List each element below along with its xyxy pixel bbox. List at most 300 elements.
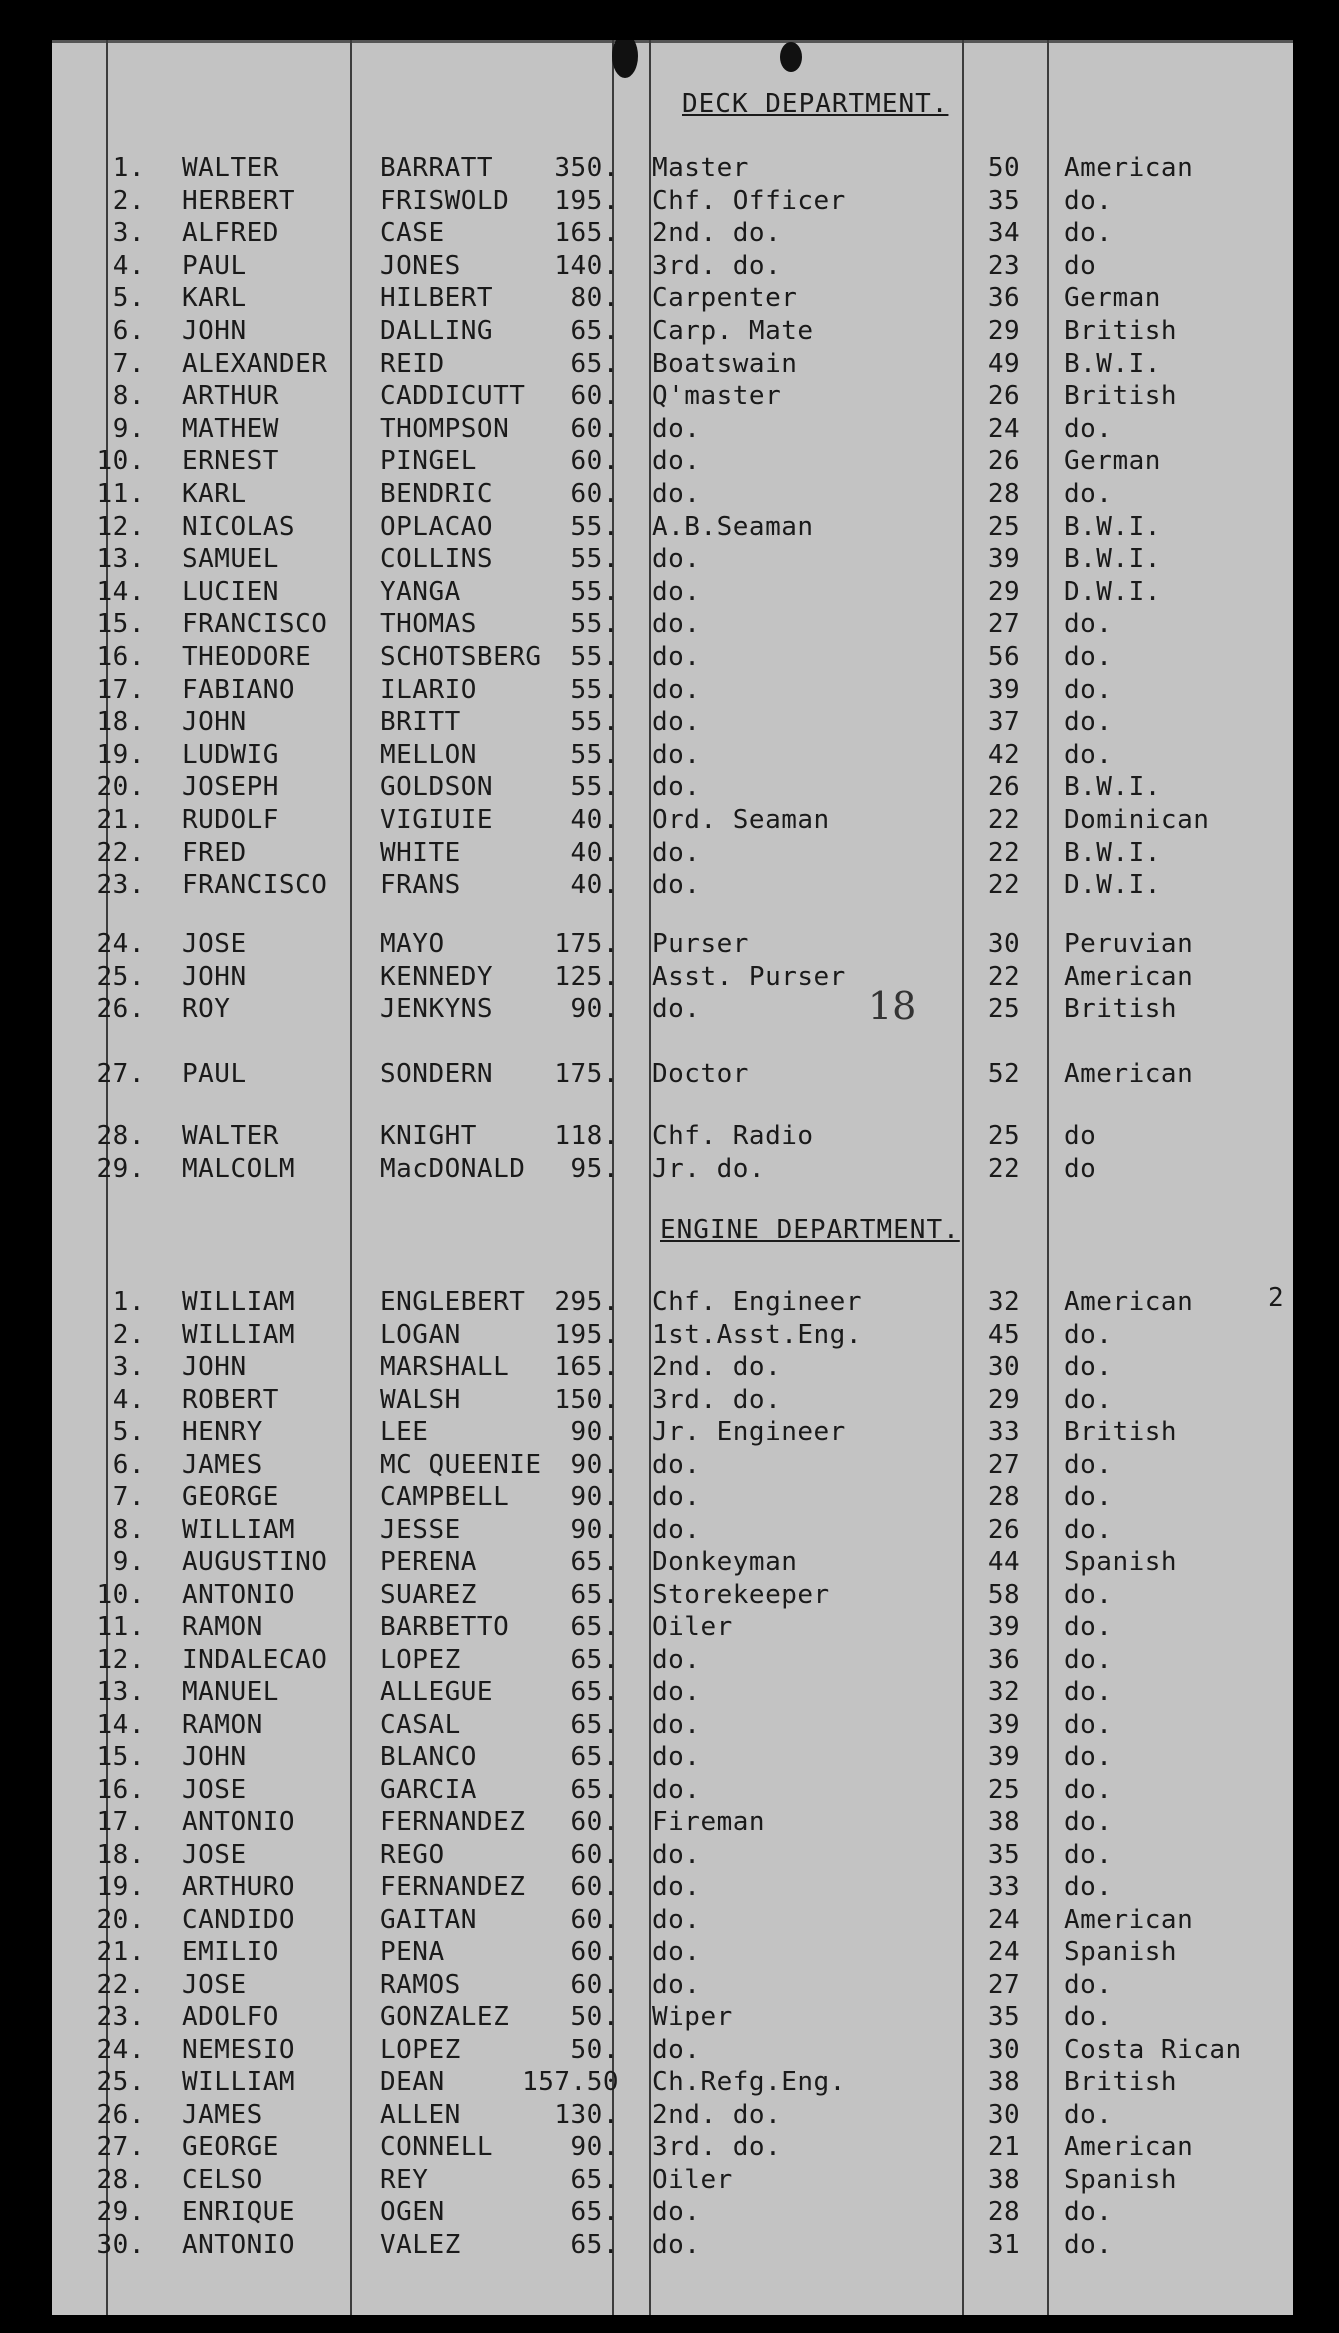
crew-row [52, 739, 1293, 771]
last-name: FERNANDEZ [380, 1807, 526, 1837]
row-number: 27. [96, 1059, 145, 1089]
last-name: MAYO [380, 929, 445, 959]
last-name: CADDICUTT [380, 381, 526, 412]
wage: 60. [570, 413, 619, 444]
crew-row [52, 1384, 1293, 1416]
crew-row [52, 1839, 1293, 1871]
last-name: ALLEGUE [380, 1677, 494, 1707]
last-name: DALLING [380, 316, 494, 346]
age: 30 [987, 2099, 1021, 2130]
last-name: LOPEZ [380, 1644, 461, 1675]
age: 22 [987, 870, 1021, 901]
crew-list-sheet [52, 40, 1293, 2315]
crew-row [52, 2099, 1293, 2131]
nationality: Spanish [1064, 1937, 1178, 1967]
wage: 60. [570, 1839, 619, 1870]
row-number: 8. [112, 1514, 145, 1545]
row-number: 18. [96, 1839, 145, 1870]
row-number: 10. [96, 446, 145, 477]
wage: 60. [570, 1937, 619, 1967]
row-number: 28. [96, 2164, 145, 2195]
crew-row [52, 315, 1293, 347]
nationality: do. [1064, 1514, 1113, 1545]
nationality: American [1064, 2132, 1194, 2162]
first-name: JOHN [182, 1352, 247, 1382]
first-name: JAMES [182, 2099, 263, 2130]
wage: 165. [554, 1352, 619, 1382]
last-name: VALEZ [380, 2229, 461, 2260]
first-name: CELSO [182, 2164, 263, 2195]
age: 27 [987, 1449, 1021, 1480]
position: do. [652, 413, 701, 444]
age: 30 [987, 1352, 1021, 1382]
first-name: WILLIAM [182, 1287, 296, 1317]
nationality: do. [1064, 674, 1113, 705]
wage: 55. [570, 772, 619, 803]
row-number: 6. [112, 316, 145, 346]
crew-row [52, 1319, 1293, 1351]
crew-row [52, 348, 1293, 380]
last-name: PENA [380, 1937, 445, 1967]
nationality: do. [1064, 642, 1113, 672]
position: 2nd. do. [652, 2099, 782, 2130]
crew-row [52, 1969, 1293, 2001]
position: Boatswain [652, 348, 798, 379]
last-name: ENGLEBERT [380, 1287, 526, 1317]
position: 3rd. do. [652, 250, 782, 281]
first-name: JOSE [182, 929, 247, 959]
first-name: ALEXANDER [182, 348, 328, 379]
nationality: Spanish [1064, 1547, 1178, 1577]
nationality: do. [1064, 2002, 1113, 2032]
first-name: ANTONIO [182, 1579, 296, 1610]
position: do. [652, 576, 701, 607]
crew-row [52, 706, 1293, 738]
row-number: 30. [96, 2229, 145, 2260]
wage: 175. [554, 929, 619, 959]
crew-row [52, 1611, 1293, 1643]
last-name: KNIGHT [380, 1121, 477, 1151]
row-number: 24. [96, 2034, 145, 2065]
first-name: ANTONIO [182, 2229, 296, 2260]
position: Chf. Officer [652, 185, 846, 216]
wage: 65. [570, 1677, 619, 1707]
wage: 65. [570, 1644, 619, 1675]
crew-row [52, 674, 1293, 706]
row-number: 9. [112, 1547, 145, 1577]
wage: 90. [570, 1514, 619, 1545]
age: 26 [987, 1514, 1021, 1545]
age: 44 [987, 1547, 1021, 1577]
age: 27 [987, 1969, 1021, 2000]
age: 26 [987, 772, 1021, 803]
first-name: HENRY [182, 1417, 263, 1447]
wage: 40. [570, 837, 619, 868]
age: 23 [987, 250, 1021, 281]
age: 36 [987, 1644, 1021, 1675]
age: 35 [987, 2002, 1021, 2032]
wage: 65. [570, 1774, 619, 1805]
nationality: do. [1064, 1352, 1113, 1382]
nationality: do [1064, 1153, 1097, 1184]
crew-row [52, 445, 1293, 477]
first-name: ARTHUR [182, 381, 279, 412]
last-name: JENKYNS [380, 994, 494, 1025]
nationality: do. [1064, 1482, 1113, 1512]
position: Chf. Engineer [652, 1287, 862, 1317]
age: 50 [987, 153, 1021, 183]
crew-row [52, 1481, 1293, 1513]
nationality: British [1064, 316, 1178, 346]
position: Master [652, 153, 749, 183]
crew-row [52, 1514, 1293, 1546]
age: 39 [987, 1612, 1021, 1642]
last-name: KENNEDY [380, 961, 494, 992]
crew-row [52, 1806, 1293, 1838]
crew-row [52, 1709, 1293, 1741]
crew-row [52, 380, 1293, 412]
position: do. [652, 2229, 701, 2260]
first-name: JOHN [182, 961, 247, 992]
wage: 55. [570, 674, 619, 705]
nationality: British [1064, 381, 1178, 412]
wage: 60. [570, 1807, 619, 1837]
nationality: do. [1064, 1644, 1113, 1675]
first-name: JOHN [182, 707, 247, 738]
position: do. [652, 1644, 701, 1675]
crew-row [52, 961, 1293, 993]
age: 35 [987, 185, 1021, 216]
wage: 295. [554, 1287, 619, 1317]
row-number: 26. [96, 994, 145, 1025]
first-name: AUGUSTINO [182, 1547, 328, 1577]
last-name: SONDERN [380, 1059, 494, 1089]
first-name: HERBERT [182, 185, 296, 216]
last-name: BARBETTO [380, 1612, 510, 1642]
age: 58 [987, 1579, 1021, 1610]
crew-row [52, 1058, 1293, 1090]
row-number: 2. [112, 1319, 145, 1350]
crew-row [52, 1774, 1293, 1806]
crew-row [52, 1153, 1293, 1185]
nationality: do. [1064, 1969, 1113, 2000]
last-name: BRITT [380, 707, 461, 738]
row-number: 24. [96, 929, 145, 959]
crew-row [52, 771, 1293, 803]
row-number: 5. [112, 1417, 145, 1447]
last-name: OGEN [380, 2197, 445, 2227]
wage: 60. [570, 381, 619, 412]
row-number: 27. [96, 2132, 145, 2162]
last-name: JONES [380, 250, 461, 281]
wage: 90. [570, 1449, 619, 1480]
last-name: DEAN [380, 2067, 445, 2097]
position: Asst. Purser [652, 961, 846, 992]
wage: 90. [570, 1482, 619, 1512]
crew-row [52, 1416, 1293, 1448]
row-number: 4. [112, 250, 145, 281]
age: 45 [987, 1319, 1021, 1350]
position: do. [652, 2197, 701, 2227]
row-number: 22. [96, 837, 145, 868]
crew-row [52, 1579, 1293, 1611]
last-name: GARCIA [380, 1774, 477, 1805]
crew-row [52, 1286, 1293, 1318]
nationality: do. [1064, 1579, 1113, 1610]
position: do. [652, 837, 701, 868]
nationality: do. [1064, 1839, 1113, 1870]
first-name: NEMESIO [182, 2034, 296, 2065]
position: do. [652, 1774, 701, 1805]
nationality: do. [1064, 479, 1113, 509]
crew-row [52, 250, 1293, 282]
first-name: KARL [182, 479, 247, 509]
nationality: British [1064, 2067, 1178, 2097]
age: 27 [987, 609, 1021, 640]
first-name: ERNEST [182, 446, 279, 477]
row-number: 12. [96, 511, 145, 542]
last-name: REGO [380, 1839, 445, 1870]
first-name: WALTER [182, 153, 279, 183]
last-name: YANGA [380, 576, 461, 607]
position: Ch.Refg.Eng. [652, 2067, 846, 2097]
first-name: KARL [182, 283, 247, 314]
row-number: 2. [112, 185, 145, 216]
wage: 60. [570, 1904, 619, 1935]
row-number: 19. [96, 1872, 145, 1902]
crew-row [52, 576, 1293, 608]
deck-department-header: DECK DEPARTMENT. [682, 89, 949, 119]
age: 31 [987, 2229, 1021, 2260]
position: do. [652, 1969, 701, 2000]
age: 38 [987, 2067, 1021, 2097]
position: do. [652, 1449, 701, 1480]
row-number: 19. [96, 739, 145, 770]
nationality: American [1064, 153, 1194, 183]
position: do. [652, 1709, 701, 1740]
last-name: OPLACAO [380, 511, 494, 542]
position: Storekeeper [652, 1579, 830, 1610]
last-name: HILBERT [380, 283, 494, 314]
first-name: MALCOLM [182, 1153, 296, 1184]
row-number: 11. [96, 479, 145, 509]
crew-row [52, 413, 1293, 445]
wage: 130. [554, 2099, 619, 2130]
wage: 118. [554, 1121, 619, 1151]
first-name: MATHEW [182, 413, 279, 444]
top-rule [52, 40, 1293, 43]
wage: 150. [554, 1384, 619, 1415]
row-number: 21. [96, 805, 145, 835]
crew-row [52, 869, 1293, 901]
first-name: NICOLAS [182, 511, 296, 542]
row-number: 25. [96, 961, 145, 992]
row-number: 13. [96, 544, 145, 575]
last-name: MELLON [380, 739, 477, 770]
ink-blot [780, 42, 802, 72]
nationality: British [1064, 994, 1178, 1025]
position: 2nd. do. [652, 218, 782, 249]
nationality: German [1064, 283, 1161, 314]
nationality: D.W.I. [1064, 870, 1161, 901]
crew-row [52, 543, 1293, 575]
position: do. [652, 1677, 701, 1707]
first-name: RAMON [182, 1709, 263, 1740]
crew-row [52, 1449, 1293, 1481]
nationality: do. [1064, 185, 1113, 216]
age: 37 [987, 707, 1021, 738]
wage: 55. [570, 511, 619, 542]
position: do. [652, 1872, 701, 1902]
age: 32 [987, 1677, 1021, 1707]
page-number-stamp: 18 [868, 984, 917, 1028]
position: Fireman [652, 1807, 766, 1837]
last-name: CONNELL [380, 2132, 494, 2162]
last-name: MacDONALD [380, 1153, 526, 1184]
last-name: REID [380, 348, 445, 379]
age: 26 [987, 381, 1021, 412]
row-number: 3. [112, 1352, 145, 1382]
nationality: do. [1064, 1872, 1113, 1902]
age: 28 [987, 1482, 1021, 1512]
row-number: 26. [96, 2099, 145, 2130]
wage: 55. [570, 707, 619, 738]
row-number: 14. [96, 576, 145, 607]
position: do. [652, 870, 701, 901]
age: 25 [987, 1774, 1021, 1805]
row-number: 17. [96, 1807, 145, 1837]
nationality: do. [1064, 1709, 1113, 1740]
age: 33 [987, 1872, 1021, 1902]
nationality: do. [1064, 2229, 1113, 2260]
age: 24 [987, 1904, 1021, 1935]
crew-row [52, 1644, 1293, 1676]
last-name: FRISWOLD [380, 185, 510, 216]
last-name: VIGIUIE [380, 805, 494, 835]
last-name: MC QUEENIE [380, 1449, 542, 1480]
row-number: 8. [112, 381, 145, 412]
age: 32 [987, 1287, 1021, 1317]
wage: 65. [570, 1709, 619, 1740]
age: 24 [987, 1937, 1021, 1967]
nationality: do [1064, 250, 1097, 281]
ink-blot [612, 40, 638, 78]
wage: 55. [570, 544, 619, 575]
age: 42 [987, 739, 1021, 770]
position: do. [652, 544, 701, 575]
age: 30 [987, 2034, 1021, 2065]
first-name: FRANCISCO [182, 609, 328, 640]
last-name: THOMAS [380, 609, 477, 640]
crew-row [52, 1936, 1293, 1968]
nationality: American [1064, 961, 1194, 992]
crew-row [52, 511, 1293, 543]
last-name: WHITE [380, 837, 461, 868]
wage: 140. [554, 250, 619, 281]
age: 52 [987, 1059, 1021, 1089]
age: 21 [987, 2132, 1021, 2162]
position: 2nd. do. [652, 1352, 782, 1382]
age: 39 [987, 1709, 1021, 1740]
age: 22 [987, 837, 1021, 868]
crew-row [52, 2196, 1293, 2228]
first-name: JOHN [182, 1742, 247, 1772]
position: Donkeyman [652, 1547, 798, 1577]
crew-row [52, 1546, 1293, 1578]
position: Wiper [652, 2002, 733, 2032]
wage: 65. [570, 348, 619, 379]
wage: 65. [570, 1547, 619, 1577]
age: 38 [987, 1807, 1021, 1837]
row-number: 16. [96, 642, 145, 672]
wage: 50. [570, 2002, 619, 2032]
position: do. [652, 446, 701, 477]
last-name: RAMOS [380, 1969, 461, 2000]
last-name: GONZALEZ [380, 2002, 510, 2032]
nationality: B.W.I. [1064, 511, 1161, 542]
position: Carpenter [652, 283, 798, 314]
age: 25 [987, 994, 1021, 1025]
first-name: ARTHURO [182, 1872, 296, 1902]
row-number: 9. [112, 413, 145, 444]
wage: 65. [570, 1742, 619, 1772]
nationality: B.W.I. [1064, 544, 1161, 575]
nationality: D.W.I. [1064, 576, 1161, 607]
first-name: PAUL [182, 1059, 247, 1089]
first-name: JOSE [182, 1774, 247, 1805]
position: Ord. Seaman [652, 805, 830, 835]
wage: 55. [570, 642, 619, 672]
row-number: 25. [96, 2067, 145, 2097]
age: 30 [987, 929, 1021, 959]
first-name: JOHN [182, 316, 247, 346]
first-name: LUCIEN [182, 576, 279, 607]
last-name: GAITAN [380, 1904, 477, 1935]
nationality: B.W.I. [1064, 837, 1161, 868]
wage: 55. [570, 576, 619, 607]
row-number: 29. [96, 1153, 145, 1184]
age: 49 [987, 348, 1021, 379]
row-number: 5. [112, 283, 145, 314]
wage: 60. [570, 1969, 619, 2000]
crew-row [52, 478, 1293, 510]
last-name: BENDRIC [380, 479, 494, 509]
crew-row [52, 2229, 1293, 2261]
last-name: FERNANDEZ [380, 1872, 526, 1902]
crew-row [52, 2131, 1293, 2163]
wage: 157.50 [522, 2067, 619, 2097]
position: Jr. do. [652, 1153, 766, 1184]
position: Jr. Engineer [652, 1417, 846, 1447]
first-name: LUDWIG [182, 739, 279, 770]
last-name: LEE [380, 1417, 429, 1447]
last-name: PINGEL [380, 446, 477, 477]
wage: 195. [554, 185, 619, 216]
crew-row [52, 608, 1293, 640]
position: do. [652, 707, 701, 738]
row-number: 29. [96, 2197, 145, 2227]
row-number: 20. [96, 772, 145, 803]
last-name: THOMPSON [380, 413, 510, 444]
position: do. [652, 1742, 701, 1772]
last-name: SCHOTSBERG [380, 642, 542, 672]
nationality: do [1064, 1121, 1097, 1151]
nationality: Dominican [1064, 805, 1210, 835]
first-name: EMILIO [182, 1937, 279, 1967]
age: 22 [987, 805, 1021, 835]
age: 39 [987, 674, 1021, 705]
first-name: ROY [182, 994, 231, 1025]
